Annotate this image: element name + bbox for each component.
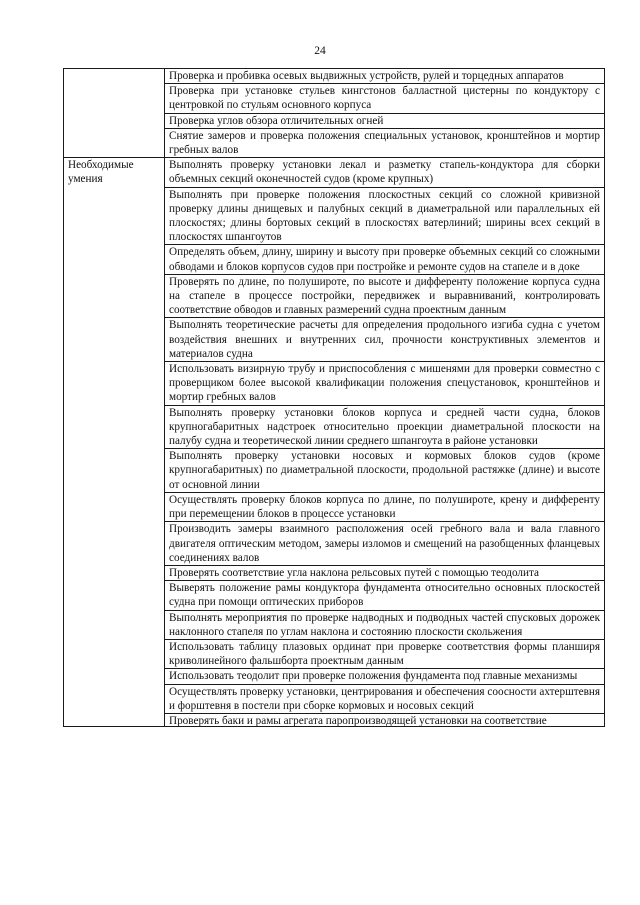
row-label-skills: Необходимые умения	[64, 158, 165, 727]
table-cell: Проверка при установке стульев кингстонов балластной цистерны по кондуктору с центровкой по стульям основного корпуса	[165, 84, 605, 113]
table-cell: Выполнять теоретические расчеты для определения продольного изгиба судна с учетом воздействия внешних и внутренних сил, прочности конструктивных элементов и материалов судна	[165, 318, 605, 362]
table-cell-cut	[165, 713, 605, 726]
table-cell: Проверка и пробивка осевых выдвижных устройств, рулей и торцедных аппаратов	[165, 69, 605, 84]
table-cell: Осуществлять проверку блоков корпуса по длине, по полушироте, крену и дифференту при перемещении блоков в процессе установки	[165, 492, 605, 521]
table-cell-text: Проверять баки и рамы агрегата паропроизводящей установки на соответствие	[169, 714, 547, 726]
table-cell: Проверять соответствие угла наклона рельсовых путей с помощью теодолита	[165, 565, 605, 580]
table-cell: Выполнять проверку установки носовых и кормовых блоков судов (кроме крупногабаритных) по диаметральной плоскости, продольной растяжке (длине) и высоте от основной линии	[165, 449, 605, 493]
table-cell: Осуществлять проверку установки, центрирования и обеспечения соосности ахтерштевня и форштевня в постели при сборке кормовых и носовых секций	[165, 684, 605, 713]
table-cell: Выполнять проверку установки блоков корпуса и средней части судна, блоков крупногабаритных надстроек относительно проекции диаметральной плоскости на палубу судна и теоретической линии среднего шпангоута в районе установки	[165, 405, 605, 449]
table-cell: Использовать теодолит при проверке положения фундамента под главные механизмы	[165, 669, 605, 684]
page-number: 24	[314, 45, 326, 57]
table-cell: Проверять по длине, по полушироте, по высоте и дифференту положение корпуса судна на стапеле в процессе постройки, передвижек и выравниваний, контролировать соответствие обводов и главных размерений судна проектным данным	[165, 274, 605, 318]
table-cell: Проверка углов обзора отличительных огней	[165, 113, 605, 128]
table-cell: Снятие замеров и проверка положения специальных установок, кронштейнов и мортир гребных валов	[165, 128, 605, 157]
table-cell: Использовать визирную трубу и приспособления с мишенями для проверки совместно с проверщиком более высокой квалификации положения спецустановок, кронштейнов и мортир гребных валов	[165, 362, 605, 406]
table-row	[64, 158, 605, 187]
table-cell: Определять объем, длину, ширину и высоту при проверке объемных секций со сложными обводами и блоков корпусов судов при постройке и ремонте судов на стапеле и в доке	[165, 245, 605, 274]
competency-table	[63, 68, 605, 727]
row-label-empty	[64, 69, 165, 158]
table-row	[64, 69, 605, 84]
table-cell: Выполнять мероприятия по проверке надводных и подводных частей спусковых дорожек наклонного стапеля по углам наклона и состоянию плоскости скольжения	[165, 610, 605, 639]
table-cell: Производить замеры взаимного расположения осей гребного вала и вала главного двигателя оптическим методом, замеры изломов и смещений на разобщенных фланцевых соединениях валов	[165, 522, 605, 566]
table-cell: Выполнять при проверке положения плоскостных секций со сложной кривизной проверку длины днищевых и палубных секций в диаметральной или параллельных ей плоскостях; длины бортовых секций в плоскостях ватерлиний; ширины всех секций в плоскостях шпангоутов	[165, 187, 605, 245]
table-cell: Использовать таблицу плазовых ординат при проверке соответствия формы планширя криволинейного фальшборта проектным данным	[165, 639, 605, 668]
table-cell: Выполнять проверку установки лекал и разметку стапель-кондуктора для сборки объемных секций оконечностей судов (кроме крупных)	[165, 158, 605, 187]
table-cell: Выверять положение рамы кондуктора фундамента относительно основных плоскостей судна при помощи оптических приборов	[165, 581, 605, 610]
